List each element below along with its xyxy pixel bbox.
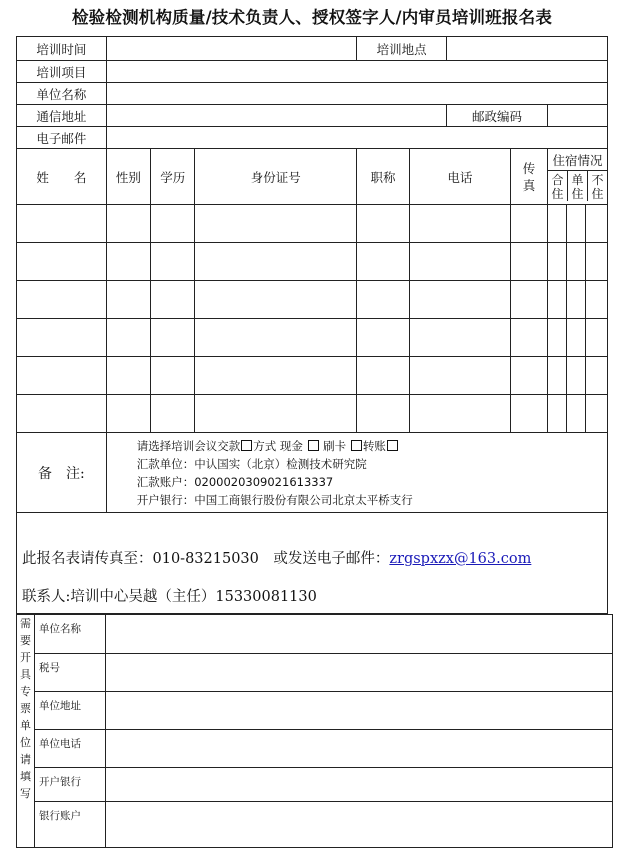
invoice-table [16,614,613,848]
contact-line: 联系人:培训中心吴越（主任）15330081130 [22,589,317,605]
col-lodging [548,149,608,205]
remarks-content [106,433,607,513]
postcode-label: 邮政编码 [446,105,547,127]
email-link[interactable]: zrgspxzx@163.com [389,551,532,567]
table-row[interactable] [17,395,608,433]
cash-label: 现金 [279,438,303,453]
payee-line: 汇款单位：中认国实（北京）检测技术研究院 [136,456,367,471]
invoice-org-name-label: 单位名称 [35,615,106,654]
col-id-number: 身份证号 [195,149,357,205]
table-row[interactable] [17,243,608,281]
org-name-input[interactable] [106,83,607,105]
invoice-side-label: 需要开具专票单位请填写 [17,615,35,848]
cash-checkbox[interactable] [308,440,319,451]
checkbox-icon[interactable] [387,440,398,451]
table-row[interactable] [17,357,608,395]
account-line: 汇款账户：0200020309021613337 [136,474,334,489]
transfer-checkbox[interactable] [351,440,362,451]
col-fax: 传真 [510,149,547,205]
lodging-single: 单住 [567,171,587,201]
payment-method-line: 请选择培训会议交款 方式 现金 刷卡 转账 [137,437,607,455]
invoice-tax-id-input[interactable] [106,654,613,692]
invoice-org-name-input[interactable] [106,615,613,654]
col-name: 姓 名 [17,149,107,205]
lodging-none: 不住 [587,171,607,201]
table-row[interactable] [17,319,608,357]
email-input[interactable] [106,127,607,149]
train-place-label: 培训地点 [357,37,447,61]
transfer-label: 转账 [362,438,386,453]
lodging-header: 住宿情况 [548,152,607,171]
fax-instruction: 此报名表请传真至：010-83215030 或发送电子邮件：zrgspxzx@163.com [22,551,532,567]
invoice-phone-label: 单位电话 [35,730,106,768]
invoice-phone-input[interactable] [106,730,613,768]
invoice-address-input[interactable] [106,692,613,730]
table-row[interactable] [17,281,608,319]
invoice-bank-input[interactable] [106,768,613,802]
col-title: 职称 [357,149,410,205]
registration-table [16,36,608,513]
postcode-input[interactable] [548,105,608,127]
lodging-shared: 合住 [551,173,564,201]
col-education: 学历 [151,149,195,205]
table-row[interactable] [17,205,608,243]
train-item-label: 培训项目 [17,61,107,83]
train-time-input[interactable] [106,37,357,61]
bank-line: 开户银行：中国工商银行股份有限公司北京太平桥支行 [136,492,413,507]
invoice-tax-id-label: 税号 [35,654,106,692]
card-label: 刷卡 [323,438,347,453]
invoice-account-input[interactable] [106,802,613,848]
email-label: 电子邮件 [17,127,107,149]
train-item-input[interactable] [106,61,607,83]
org-name-label: 单位名称 [17,83,107,105]
address-input[interactable] [106,105,446,127]
train-time-label: 培训时间 [17,37,107,61]
remarks-label: 备 注: [17,433,107,513]
form-title: 检验检测机构质量/技术负责人、授权签字人/内审员培训班报名表 [71,8,553,27]
address-label: 通信地址 [17,105,107,127]
col-phone: 电话 [409,149,510,205]
col-gender: 性别 [106,149,150,205]
checkbox-icon[interactable] [241,440,252,451]
invoice-account-label: 银行账户 [35,802,106,848]
train-place-input[interactable] [446,37,607,61]
invoice-address-label: 单位地址 [35,692,106,730]
invoice-bank-label: 开户银行 [35,768,106,802]
